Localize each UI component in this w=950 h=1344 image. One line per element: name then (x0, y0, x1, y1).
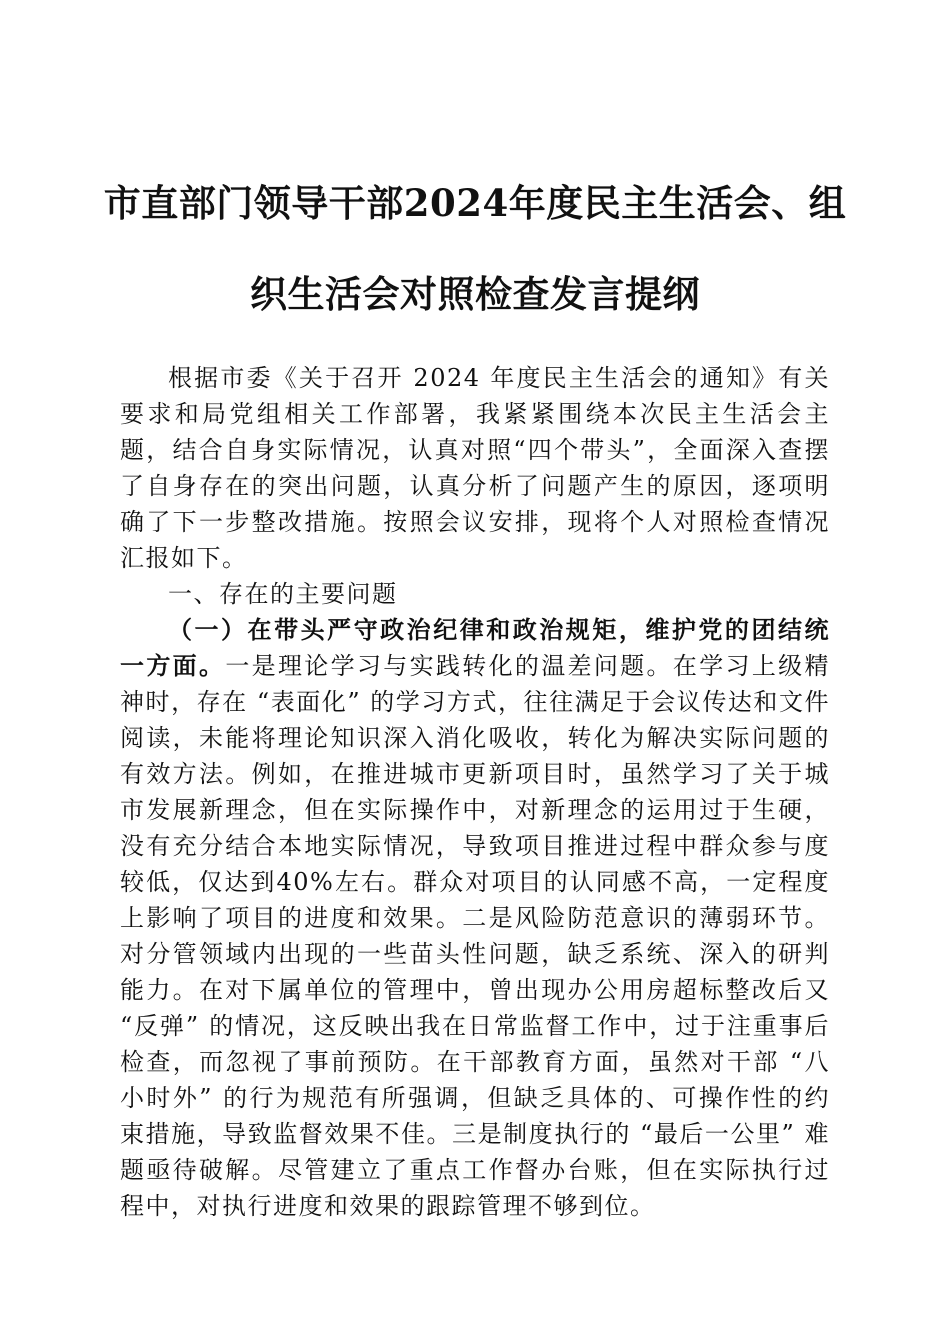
document-title-line-1: 市直部门领导干部2024年度民主生活会、组 (103, 181, 847, 225)
document-body (120, 360, 830, 1224)
intro-paragraph: 根据市委《关于召开 2024 年度民主生活会的通知》有关要求和局党组相关工作部署，我紧紧围绕本次民主生活会主题，结合自身实际情况，认真对照“四个带头”，全面深入查摆了自身存在的突出问题，认真分析了问题产生的原因，逐项明确了下一步整改措施。按照会议安排，现将个人对照检查情况汇报如下。 (120, 364, 830, 572)
document-title-line-2: 织生活会对照检查发言提纲 (250, 272, 700, 316)
subsection-1-paragraph (120, 612, 830, 1224)
subsection-1-body: 一是理论学习与实践转化的温差问题。在学习上级精神时，存在 “表面化” 的学习方式，往往满足于会议传达和文件阅读，未能将理论知识深入消化吸收，转化为解决实际问题的有效方法。例如，在推进城市更新项目时，虽然学习了关于城市发展新理念，但在实际操作中，对新理念的运用过于生硬，没有充分结合本地实际情况，导致项目推进过程中群众参与度较低，仅达到40%左右。群众对项目的认同感不高，一定程度上影响了项目的进度和效果。二是风险防范意识的薄弱环节。对分管领域内出现的一些苗头性问题，缺乏系统、深入的研判能力。在对下属单位的管理中，曾出现办公用房超标整改后又 “反弹” 的情况，这反映出我在日常监督工作中，过于注重事后检查，而忽视了事前预防。在干部教育方面，虽然对干部 “八小时外” 的行为规范有所强调，但缺乏具体的、可操作性的约束措施，导致监督效果不佳。三是制度执行的 “最后一公里” 难题亟待破解。尽管建立了重点工作督办台账，但在实际执行过程中，对执行进度和效果的跟踪管理不够到位。 (120, 652, 831, 1220)
subsection-1-lead: （一）在带头严守政治纪律和政治规矩，维护党的团结统一方面。 (120, 615, 830, 680)
section-heading-problems: 一、存在的主要问题 (168, 580, 398, 608)
